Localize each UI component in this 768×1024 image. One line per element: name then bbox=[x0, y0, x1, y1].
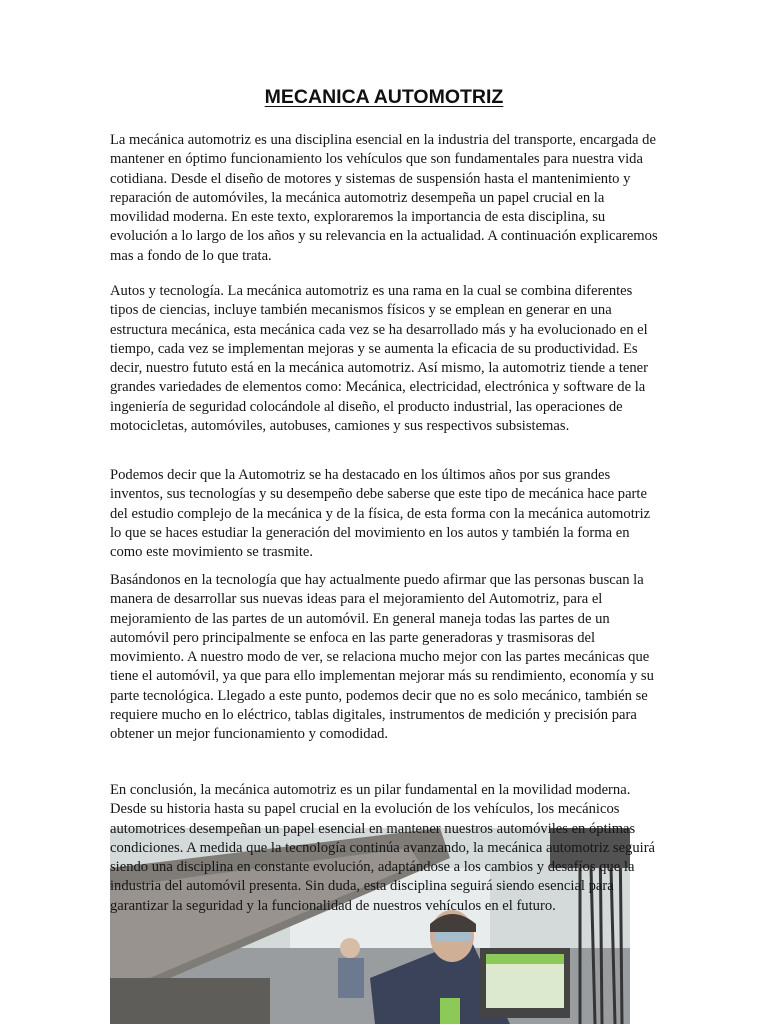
paragraph: La mecánica automotriz es una disciplina esencial en la industria del transporte, encargada de mantener en óptimo funcionamiento los vehículos que son fundamentales para nuestra vida cotidiana. Desde el diseño de motores y sistemas de suspensión hasta el mantenimiento y reparación de automóviles, la mecánica automotriz desempeña un papel crucial en la movilidad moderna. En este texto, exploraremos la importancia de esta disciplina, su evolución a lo largo de los años y su relevancia en la actualidad. A continuación explicaremos mas a fondo de lo que trata. bbox=[110, 132, 658, 264]
paragraph: Podemos decir que la Automotriz se ha destacado en los últimos años por sus grandes inventos, sus tecnologías y su desempeño debe saberse que este tipo de mecánica hace parte del estudio complejo de la mecánica y de la física, de esta forma con la mecánica automotriz lo que se haces estudiar la generación del movimiento en los autos y también la forma en como este movimiento se trasmite. bbox=[110, 467, 651, 561]
document-title: MECANICA AUTOMOTRIZ bbox=[264, 86, 504, 108]
paragraph: Basándonos en la tecnología que hay actualmente puedo afirmar que las personas buscan la manera de desarrollar sus nuevas ideas para el mejoramiento del Automotriz, para el mejoramiento de las partes de un automóvil. En general maneja todas las partes de un automóvil pero principalmente se enfoca en las parte generadoras y trasmisoras del movimiento. A nuestro modo de ver, se relaciona mucho mejor con las partes mecánicas que tiene el automóvil, ya que para ello implementan mejorar más su rendimiento, economía y su parte tecnológica. Llegado a este punto, podemos decir que no es solo mecánico, también se requiere mucho en lo eléctrico, tablas digitales, instrumentos de medición y precisión para obtener un mejor funcionamiento y comodidad. bbox=[110, 572, 654, 743]
paragraph: En conclusión, la mecánica automotriz es un pilar fundamental en la movilidad moderna. Desde su historia hasta su papel crucial en la evolución de los vehículos, los mecánicos automotrices desempeñan un papel esencial en mantener nuestros automóviles en óptimas condiciones. A medida que la tecnología continúa avanzando, la mecánica automotriz seguirá siendo una disciplina en constante evolución, adaptándose a los cambios y desafíos que la industria del automóvil presenta. Sin duda, esta disciplina seguirá siendo esencial para garantizar la seguridad y la funcionalidad de nuestros vehículos en el futuro. bbox=[110, 782, 656, 914]
paragraph: Autos y tecnología. La mecánica automotriz es una rama en la cual se combina diferentes tipos de ciencias, incluye también mecanismos físicos y se emplean en generar en una estructura mecánica, esta mecánica cada vez se ha desarrollado más y ha evolucionado en el tiempo, cada vez se implementan mejoras y se aumenta la eficacia de su productividad. Es decir, nuestro fututo está en la mecánica automotriz. Así mismo, la automotriz tiende a tener grandes variedades de elementos como: Mecánica, electricidad, electrónica y software de la ingeniería de seguridad colocándole al diseño, el producto industrial, las operaciones de motocicletas, automóviles, autobuses, camiones y sus respectivos subsistemas. bbox=[110, 283, 648, 435]
